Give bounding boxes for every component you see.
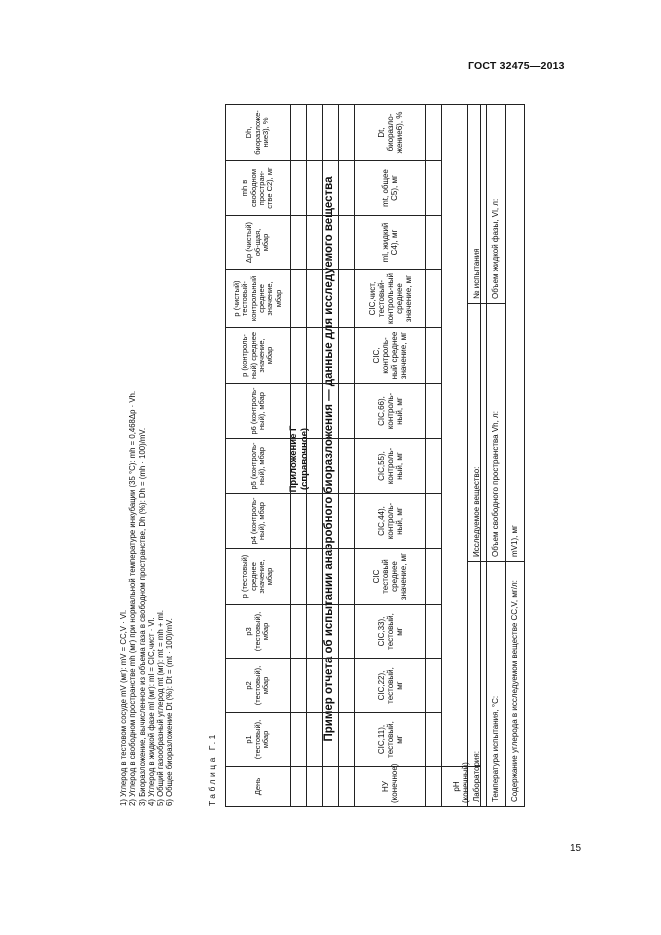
col-header: p5 (контроль-ный), мбар xyxy=(226,439,291,494)
col-header: p2 (тестовый), мбар xyxy=(226,659,291,713)
hy-cell: CIC,33), тестовый, мг xyxy=(355,605,426,659)
headspace-volume-cell: Объем свободного пространства Vh, л: xyxy=(487,304,506,562)
data-table xyxy=(225,104,481,807)
footnotes xyxy=(119,106,175,806)
hy-cell: CIC,44), контроль-ный, мг xyxy=(355,494,426,549)
hy-cell: CIC, контроль-ный среднее значение, мг xyxy=(355,328,426,384)
empty-row xyxy=(307,105,323,807)
rotated-content xyxy=(100,89,580,829)
hy-cell: Dt, биоразло-жение6), % xyxy=(355,105,426,161)
footnote: 2) Углерод в свободном пространстве mh (мг) при нормальной температуре инкубации (35 °C): mh = 0,468Δp · Vh. xyxy=(128,390,138,806)
col-header: Δp (чистый) об-щая, мбар xyxy=(226,216,291,270)
empty-row xyxy=(426,105,442,807)
empty-row xyxy=(291,105,307,807)
hy-cell: CIC,11), тестовый, мг xyxy=(355,713,426,767)
page-number: 15 xyxy=(570,843,582,854)
col-header: День xyxy=(226,767,291,807)
test-number-cell: № испытания xyxy=(468,105,487,304)
col-header: p6 (контроль-ный), мбар xyxy=(226,384,291,439)
lab-cell: Лаборатория: xyxy=(468,562,487,807)
hy-row xyxy=(355,105,426,807)
hy-cell: CIC,22), тестовый, мг xyxy=(355,659,426,713)
footnote: 1) Углерод в тестовом сосуде mV (мг): mV = CC,V · Vl. xyxy=(119,610,128,806)
liquid-volume-cell: Объем жидкой фазы, Vl, л: xyxy=(487,105,506,304)
col-header: p (чистый) тестовый-контрольный среднее значение, мбар xyxy=(226,270,291,328)
appendix-subtitle: (справочное) xyxy=(299,427,310,491)
footnote: 4) Углерод в жидкой фазе ml (мг): ml = CIC,чист · Vl. xyxy=(146,617,156,806)
hy-cell: CIC,чист, тестовый-контроль-ный среднее значение, мг xyxy=(355,270,426,328)
ph-row xyxy=(442,105,481,807)
table-caption: Таблица Г.1 xyxy=(207,732,217,806)
carbon-content-cell: Содержание углерода в исследуемом веществе CC,V, мг/л: xyxy=(506,562,525,807)
col-header: p3 (тестовый), мбар xyxy=(226,605,291,659)
hy-cell: ml, жидкий С4), мг xyxy=(355,216,426,270)
temperature-cell: Температура испытания, °С: xyxy=(487,562,506,807)
substance-cell: Исследуемое вещество: xyxy=(468,304,487,562)
footnote: 3) Биоразложение, вычисленное из объема газа в свободном пространстве, Dh (%): Dh = (mh · 100)/mV. xyxy=(137,427,147,806)
mass-cell: mV1), мг xyxy=(506,105,525,562)
col-header: p (контроль-ный) среднее значение, мбар xyxy=(226,328,291,384)
report-title: Пример отчета об испытании анаэробного биоразложения — данные для исследуемого вещества xyxy=(323,176,335,742)
col-header: p1 (тестовый), мбар xyxy=(226,713,291,767)
header-row xyxy=(226,105,291,807)
hy-cell: CIC тестовый среднее значение, мг xyxy=(355,549,426,605)
ph-cell: pH (конечный) xyxy=(442,767,481,807)
appendix-title: Приложение Г xyxy=(288,425,299,493)
footnote: 5) Общий газообразный углерод mt (мг): mt = mh + ml. xyxy=(156,610,166,806)
footnote: 6) Общее биоразложение Dt (%): Dt = (mt · 100)/mV. xyxy=(165,618,175,806)
empty-row xyxy=(339,105,355,807)
hy-cell: НУ (конечное) xyxy=(355,767,426,807)
col-header: p4 (контроль-ный), мбар xyxy=(226,494,291,549)
empty-row xyxy=(323,105,339,807)
hy-cell: CIC,66), контроль-ный, мг xyxy=(355,384,426,439)
hy-cell: mt, общее С5), мг xyxy=(355,161,426,216)
hy-cell: CIC,55), контроль-ный, мг xyxy=(355,439,426,494)
standard-header: ГОСТ 32475—2013 xyxy=(468,60,565,72)
col-header: p (тестовый) среднее значение, мбар xyxy=(226,549,291,605)
col-header: mh в свободном простран-стве С2), мг xyxy=(226,161,291,216)
col-header: Dh, биоразложе-ние3), % xyxy=(226,105,291,161)
